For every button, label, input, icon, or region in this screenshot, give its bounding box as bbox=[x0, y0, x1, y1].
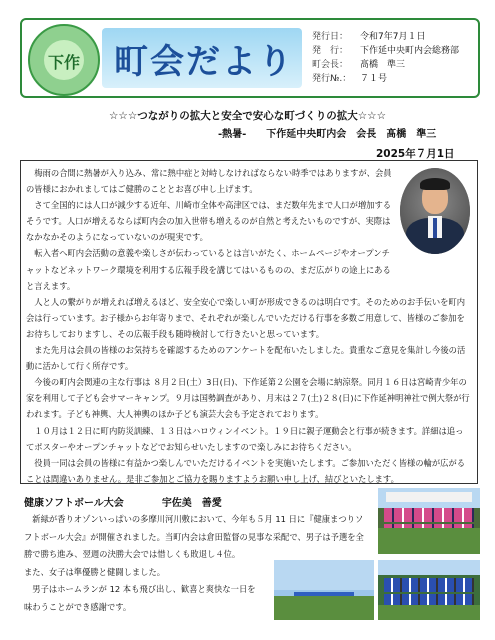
meta-chairman: 町会長： 髙橋 準三 bbox=[312, 60, 406, 70]
paragraph: 新緑が香りオゾンいっぱいの多摩川河川敷において、今年も５月 11 日に『健康まつりソフトボール大会』が開催されました。当町内会は倉田監督の見事な采配で、男子は予選を全勝で勝ち進み、翌週の決勝大会では惜しくも敗退し４位。 bbox=[24, 514, 364, 559]
newsletter-header bbox=[20, 18, 480, 98]
softball-author: 宇佐美 善愛 bbox=[161, 498, 222, 509]
paragraph: 転入者へ町内会活動の意義や楽しさが伝わっているとは言いがたく、ホームページやオープンチャットなどネットワーク環境を利用する広報手段を講じてはいるものの、まだ広がりの途上にあると言えます。 bbox=[26, 248, 391, 291]
publication-meta bbox=[312, 30, 459, 86]
byline: -熱暑- 下作延中央町内会 会長 髙橋 準三 bbox=[218, 129, 437, 140]
softball-section-title: 健康ソフトボール大会 宇佐美 善愛 bbox=[24, 498, 222, 509]
meta-publisher: 発 行： 下作延中央町内会総務部 bbox=[312, 46, 460, 56]
paragraph: さて全国的には人口が減少する近年、川崎市全体や高津区では、まだ数年先まで人口が増加するそうです。人口が増えるならば町内会の加入世帯も増えるのが自然と考えたいものですが、実際はなかなかそのようになっていないのが現実です。 bbox=[26, 200, 392, 243]
newsletter-title: 町会だより bbox=[114, 42, 294, 82]
paragraph: 男子はホームランが 12 本も飛び出し、歓喜と爽快な一日を味わうことができ感謝です。 bbox=[24, 584, 256, 612]
tournament-field-photo bbox=[274, 560, 374, 620]
main-article-body bbox=[26, 165, 470, 487]
paragraph: 今後の町内会関連の主な行事は ８月２日(土）3日(日)、下作延第２公園を会場に納涼祭。同月１６日は宮崎青少年の家を利用して子ども会サマーキャンプ。９月は国勢調査があり、月末は２７(土)２８(日)に下作延神明神社で例大祭が行われます。子ども神輿、大人神輿のほか子ども演芸大会も予定されております。 bbox=[26, 377, 470, 420]
article-date: 2025年７月1日 bbox=[376, 148, 455, 160]
town-emblem-icon bbox=[28, 24, 100, 96]
paragraph: また先月は会員の皆様のお気持ちを確認するためのアンケートを配布いたしました。貴重なご意見を集計し今後の活動に活かして行く所存です。 bbox=[26, 345, 466, 372]
emblem-mark: 下作 bbox=[47, 53, 80, 72]
womens-team-photo bbox=[378, 488, 480, 554]
paragraph: １０月は１２日に町内防災訓練、１３日はハロウィンイベント。１９日に親子運動会と行事が続きます。詳細は追ってポスターやオープンチャットなどでお知らせいたしますので楽しみにお待ちください。 bbox=[26, 425, 464, 452]
paragraph: 梅雨の合間に熱暑が入り込み、常に熱中症と対峙しなければならない時季ではありますが、会員の皆様におかれましてはご健勝のこととお喜び申し上げます。 bbox=[26, 168, 392, 195]
headline: ☆☆☆つながりの拡大と安全で安心な町づくりの拡大☆☆☆ bbox=[109, 110, 386, 122]
paragraph: 人と人の繋がりが増えれば増えるほど、安全安心で楽しい町が形成できるのは明白です。そのためのお手伝いを町内会は行っています。お子様からお年寄りまで、それぞれが楽しんでいただける行事を多数ご用意して、皆様のご参加をお待ちしておりますし、その広報手段も随時検討して行きたいと思っています。 bbox=[26, 296, 466, 339]
mens-team-photo bbox=[378, 560, 480, 620]
meta-issue-date: 発行日： 令和7年7月１日 bbox=[312, 32, 426, 42]
meta-issue-number: 発行№.： ７１号 bbox=[312, 74, 388, 84]
paragraph: 役員一同は会員の皆様に有益かつ楽しんでいただけるイベントを実施いたします。ご参加いただく皆様の輪が広がることは間違いありません。是非ご参加とご協力を賜りますようお願い申し上げ、結びといたします。 bbox=[26, 457, 466, 484]
paragraph: また、女子は準優勝と健闘しました。 bbox=[24, 566, 166, 577]
